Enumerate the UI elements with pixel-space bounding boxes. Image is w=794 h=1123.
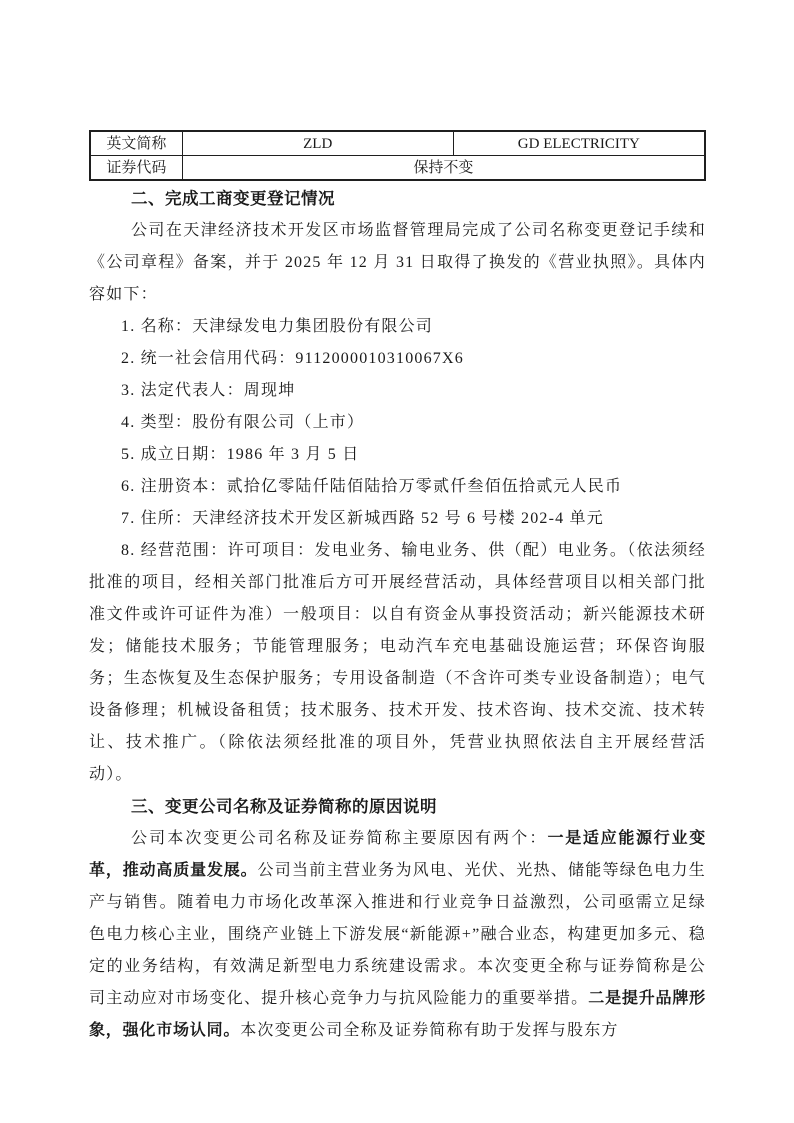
english-abbreviation-before: ZLD: [182, 131, 453, 156]
name-change-summary-table: [89, 130, 706, 181]
text-run-reason-one-detail: 公司当前主营业务为风电、光伏、光热、储能等绿色电力生产与销售。随着电力市场化改革深入推进和行业竞争日益激烈，公司亟需立足绿色电力核心主业，围绕产业链上下游发展“新能源+”融合业态，构建更加多元、稳定的业务结构，有效满足新型电力系统建设需求。本次变更全称与证券简称是公司主动应对市场变化、提升核心竞争力与抗风险能力的重要举措。: [89, 862, 706, 1007]
table-row-securities-code: [90, 156, 705, 181]
securities-code-value: 保持不变: [182, 156, 705, 181]
bold-run-reason-one: 一是适应能源行业变革，推动高质量发展。: [89, 830, 706, 879]
list-item-address: 7. 住所：天津经济技术开发区新城西路 52 号 6 号楼 202-4 单元: [121, 510, 604, 527]
text-run-reason-two-detail: 本次变更公司全称及证券简称有助于发挥与股东方: [240, 1022, 619, 1039]
list-item-name: 1. 名称：天津绿发电力集团股份有限公司: [121, 318, 434, 335]
list-item-registered-capital: 6. 注册资本：贰拾亿零陆仟陆佰陆拾万零贰仟叁佰伍拾贰元人民币: [121, 478, 623, 495]
document-content: [89, 130, 706, 1047]
list-item-legal-representative: 3. 法定代表人：周现坤: [121, 382, 296, 399]
list-item-company-type: 4. 类型：股份有限公司（上市）: [121, 414, 365, 431]
english-abbreviation-after: GD ELECTRICITY: [453, 131, 705, 156]
list-item-establishment-date: 5. 成立日期：1986 年 3 月 5 日: [121, 446, 360, 463]
text-run-lead: 公司本次变更公司名称及证券简称主要原因有两个：: [131, 830, 548, 847]
row-label-english-abbreviation: 英文简称: [90, 131, 182, 156]
bold-run-reason-two: 二是提升品牌形象，强化市场认同。: [89, 990, 706, 1039]
section3-heading: 三、变更公司名称及证券简称的原因说明: [131, 797, 437, 816]
list-item-credit-code: 2. 统一社会信用代码：9112000010310067X6: [121, 350, 464, 367]
section2-intro-paragraph: 公司在天津经济技术开发区市场监督管理局完成了公司名称变更登记手续和《公司章程》备案，并于 2025 年 12 月 31 日取得了换发的《营业执照》。具体内容如下：: [89, 222, 706, 303]
list-item-business-scope: 8. 经营范围：许可项目：发电业务、输电业务、供（配）电业务。（依法须经批准的项目，经相关部门批准后方可开展经营活动，具体经营项目以相关部门批准文件或许可证件为准）一般项目：以自有资金从事投资活动；新兴能源技术研发；储能技术服务；节能管理服务；电动汽车充电基础设施运营；环保咨询服务；生态恢复及生态保护服务；专用设备制造（不含许可类专业设备制造）；电气设备修理；机械设备租赁；技术服务、技术开发、技术咨询、技术交流、技术转让、技术推广。（除依法须经批准的项目外，凭营业执照依法自主开展经营活动）。: [89, 542, 706, 783]
table-row-english-abbreviation: [90, 131, 705, 156]
section2-heading: 二、完成工商变更登记情况: [131, 189, 335, 208]
row-label-securities-code: 证券代码: [90, 156, 182, 181]
section3-paragraph: [89, 823, 706, 1047]
